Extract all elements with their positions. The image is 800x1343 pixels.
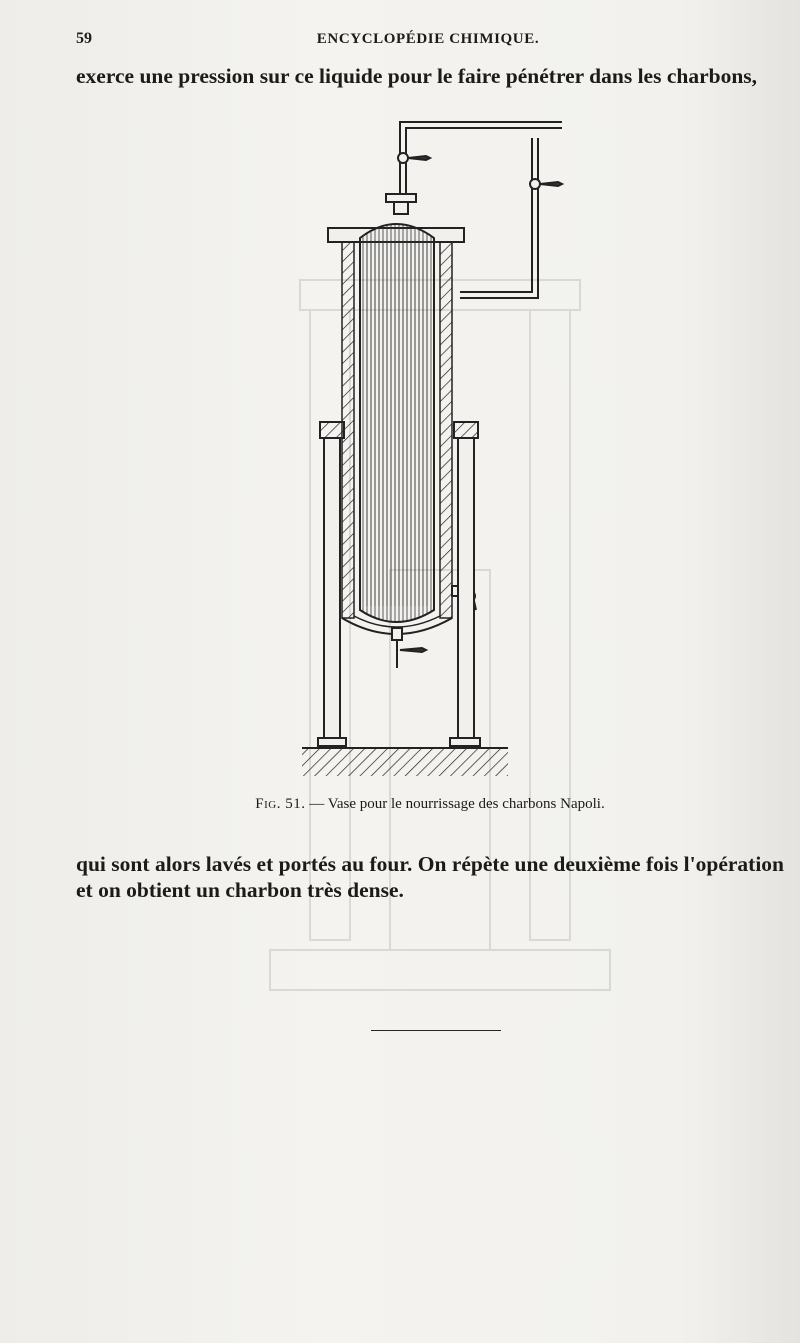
figure-label: Fig. 51. [255,796,306,812]
valve-handle-right [530,179,562,189]
running-title: ENCYCLOPÉDIE CHIMIQUE. [316,31,540,47]
paragraph-top: exerce une pression sur ce liquide pour le faire pénétrer dans les charbons, [76,64,758,88]
figure-caption-text: — Vase pour le nourrissage des charbons Napoli. [305,796,605,812]
inner-cylinder [360,224,434,622]
running-head [76,30,780,52]
right-column [450,422,480,746]
section-divider-rule [371,1030,501,1031]
paragraph-bottom: qui sont alors lavés et portés au four. On répète une deuxième fois l'opération et on obtient un charbon très dense. [76,852,784,902]
figure-caption [76,796,784,813]
top-fitting [386,194,416,214]
valve-handle-upper [398,153,430,163]
figure-illustration [290,110,570,790]
base-plate [302,748,508,776]
vessel-drawing [290,110,570,790]
page-number: 59 [76,30,92,47]
